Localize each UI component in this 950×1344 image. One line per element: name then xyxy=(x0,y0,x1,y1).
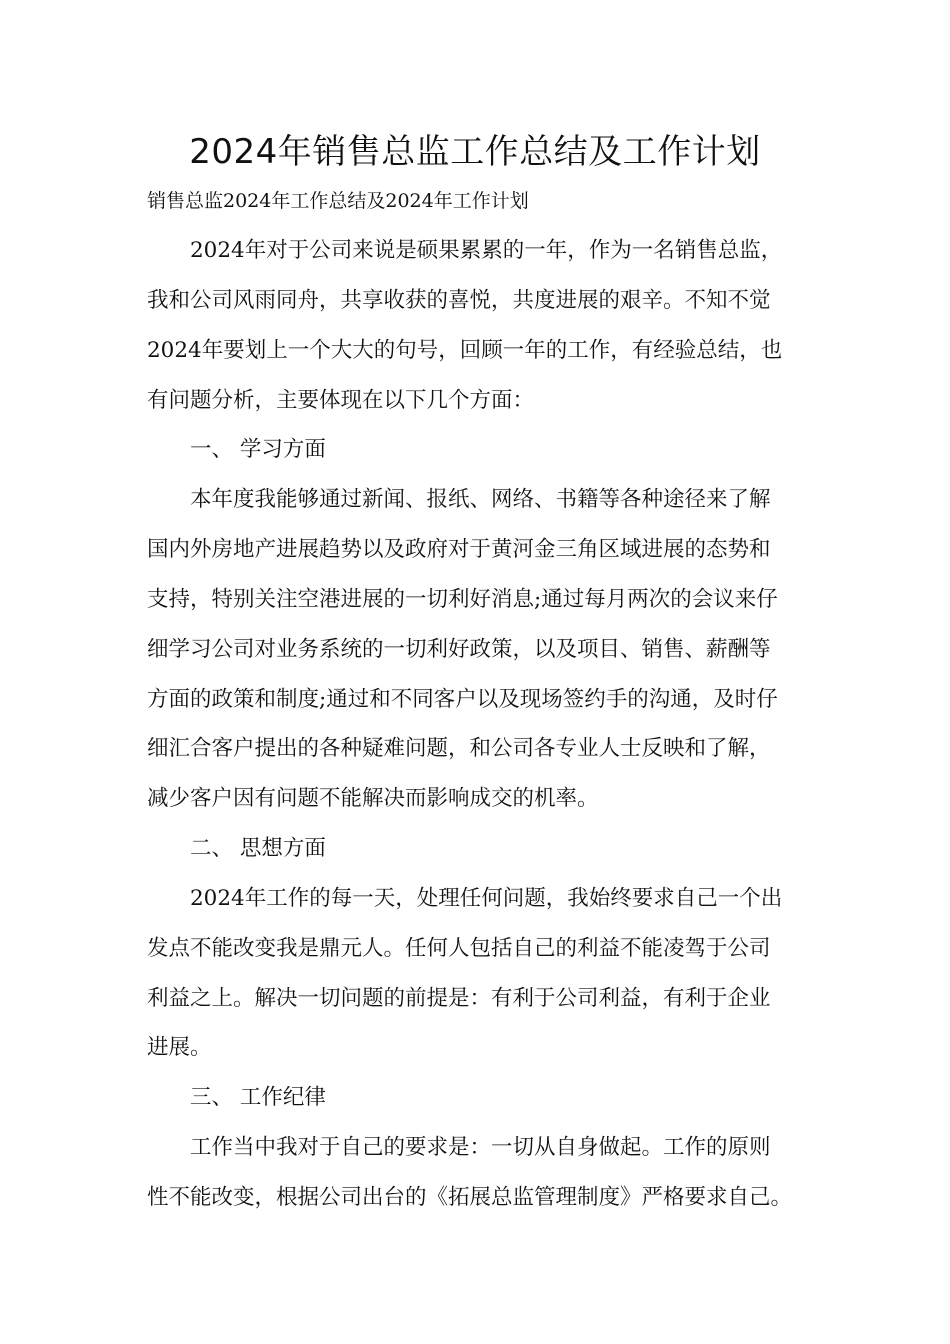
paragraph-line: 减少客户因有问题不能解决而影响成交的机率。 xyxy=(147,786,599,811)
paragraph-line: 支持，特别关注空港进展的一切利好消息;通过每月两次的会议来仔 xyxy=(147,587,778,612)
section-heading: 二、 思想方面 xyxy=(190,836,326,861)
paragraph-line: 工作当中我对于自己的要求是：一切从自身做起。工作的原则 xyxy=(190,1135,771,1160)
section-heading: 一、 学习方面 xyxy=(190,437,326,462)
document-title: 2024年销售总监工作总结及工作计划 xyxy=(189,132,761,172)
section-heading: 三、 工作纪律 xyxy=(190,1085,326,1110)
paragraph-line: 有问题分析，主要体现在以下几个方面： xyxy=(147,388,535,413)
paragraph-line: 我和公司风雨同舟，共享收获的喜悦，共度进展的艰辛。不知不觉 xyxy=(147,288,771,313)
paragraph-line: 2024年工作的每一天，处理任何问题，我始终要求自己一个出 xyxy=(190,886,783,911)
paragraph-line: 国内外房地产进展趋势以及政府对于黄河金三角区域进展的态势和 xyxy=(147,537,771,562)
paragraph-line: 2024年对于公司来说是硕果累累的一年，作为一名销售总监， xyxy=(190,238,783,263)
paragraph-line: 进展。 xyxy=(147,1035,212,1060)
paragraph-line: 细汇合客户提出的各种疑难问题，和公司各专业人士反映和了解， xyxy=(147,736,771,761)
paragraph-line: 性不能改变，根据公司出台的《拓展总监管理制度》严格要求自己。 xyxy=(147,1185,793,1210)
paragraph-line: 利益之上。解决一切问题的前提是：有利于公司利益，有利于企业 xyxy=(147,986,771,1011)
paragraph-line: 细学习公司对业务系统的一切利好政策，以及项目、销售、薪酬等 xyxy=(147,637,771,662)
paragraph-line: 方面的政策和制度;通过和不同客户以及现场签约手的沟通，及时仔 xyxy=(147,687,778,712)
paragraph-line: 2024年要划上一个大大的句号，回顾一年的工作，有经验总结，也 xyxy=(147,338,783,363)
paragraph-line: 本年度我能够通过新闻、报纸、网络、书籍等各种途径来了解 xyxy=(190,487,771,512)
paragraph-line: 发点不能改变我是鼎元人。任何人包括自己的利益不能凌驾于公司 xyxy=(147,936,771,961)
document-subtitle: 销售总监2024年工作总结及2024年工作计划 xyxy=(147,190,529,212)
